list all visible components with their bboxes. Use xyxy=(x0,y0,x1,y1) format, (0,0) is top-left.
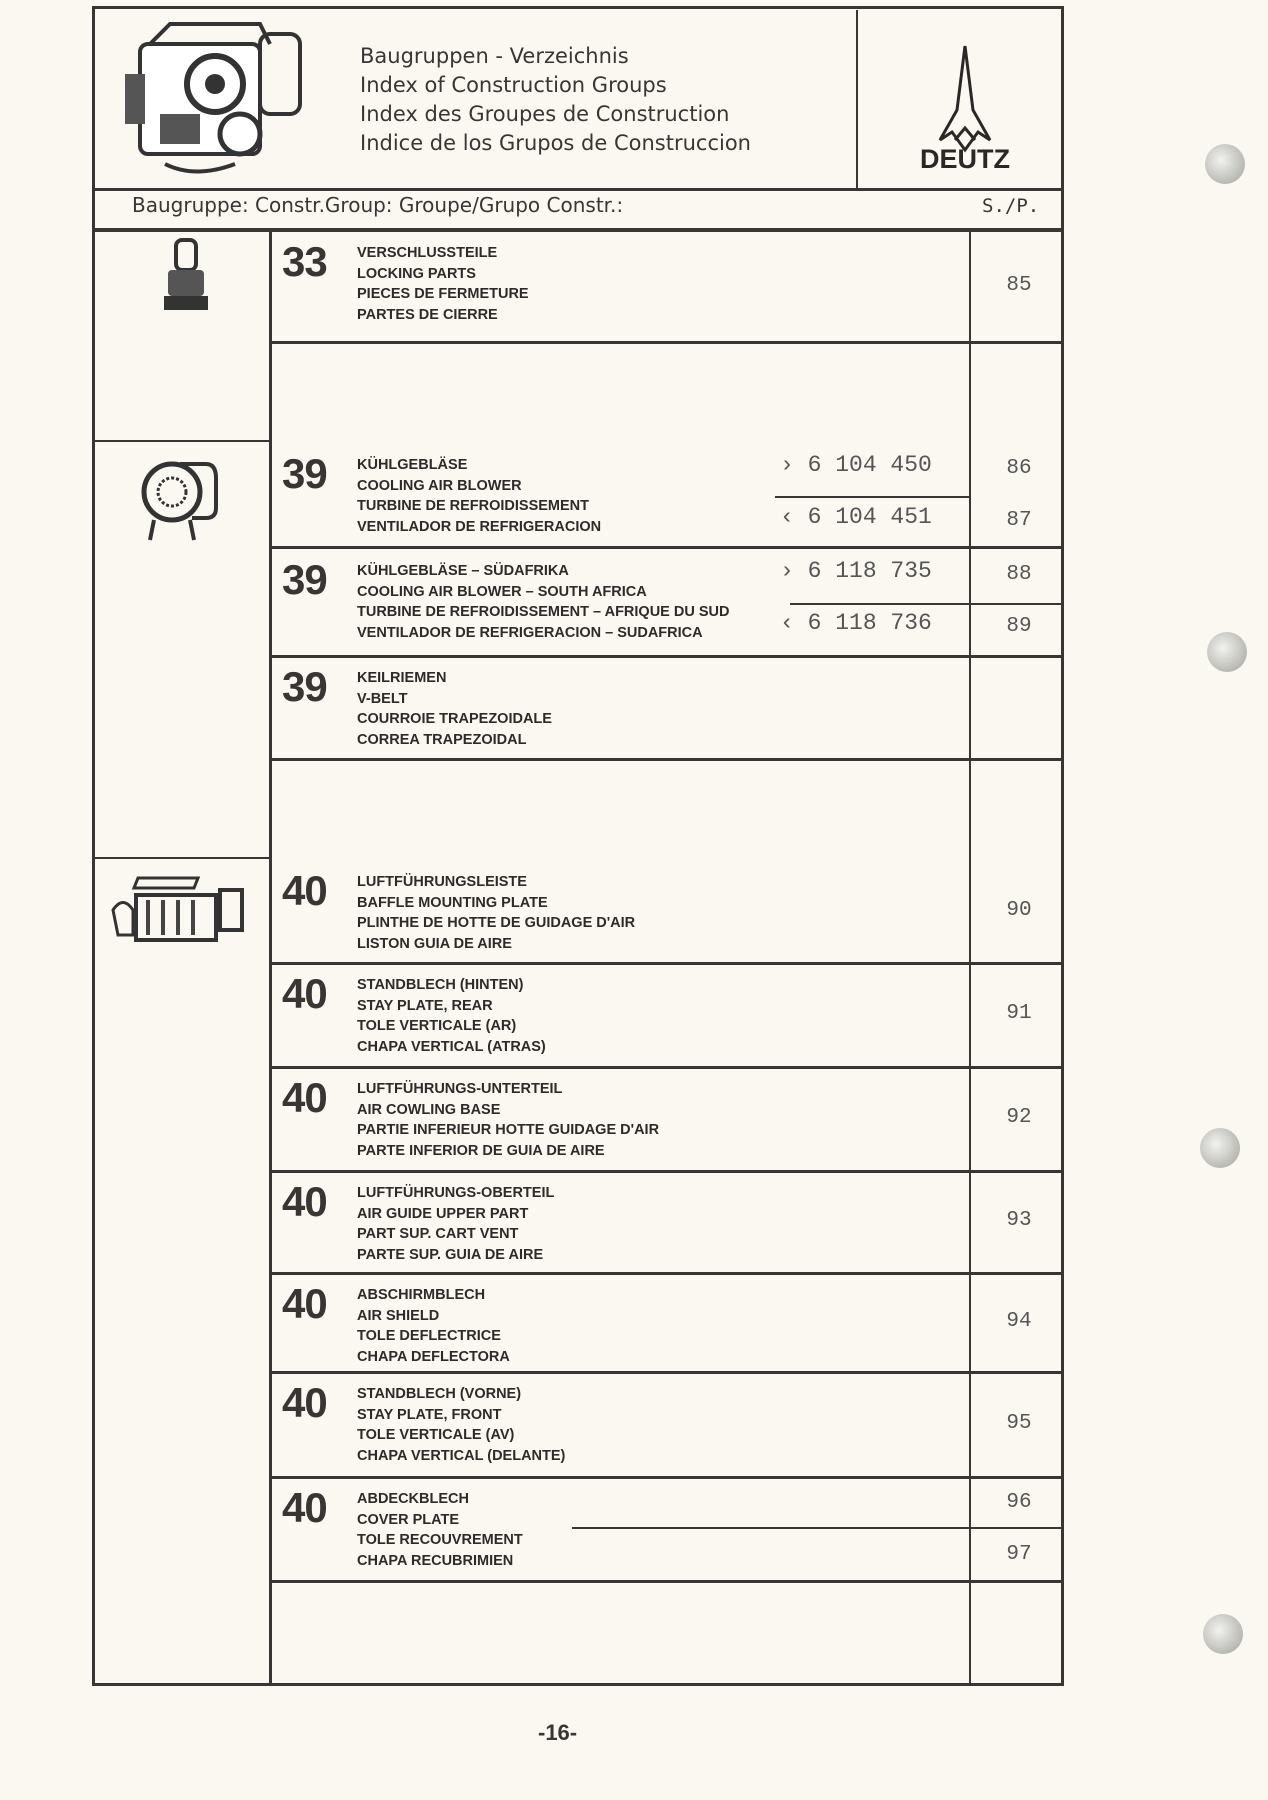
page-reference[interactable]: 97 xyxy=(1006,1543,1032,1566)
description-line: COVER PLATE xyxy=(357,1511,460,1528)
group-number: 40 xyxy=(282,970,327,1017)
description-line: CHAPA VERTICAL (ATRAS) xyxy=(357,1038,546,1055)
rule-line xyxy=(269,962,1064,965)
description-line: COOLING AIR BLOWER xyxy=(357,477,522,494)
description-line: TOLE DEFLECTRICE xyxy=(357,1328,501,1344)
group-description xyxy=(357,1489,523,1571)
description-line: BAFFLE MOUNTING PLATE xyxy=(357,894,548,911)
group-description xyxy=(357,668,552,750)
description-line: STAY PLATE, REAR xyxy=(357,997,493,1014)
description-line: VERSCHLUSSTEILE xyxy=(357,245,498,261)
rule-line xyxy=(269,655,1064,658)
rule-line xyxy=(269,1476,1064,1479)
group-number: 40 xyxy=(282,1379,327,1426)
index-table-frame xyxy=(92,6,1064,1686)
rule-line xyxy=(92,188,1064,191)
cooling-blower-icon xyxy=(140,450,220,545)
rule-line xyxy=(856,10,858,190)
air-guide-parts-icon xyxy=(108,870,253,955)
description-line: VENTILADOR DE REFRIGERACION – SUDAFRICA xyxy=(357,624,703,641)
group-description xyxy=(357,1079,659,1161)
page-reference[interactable]: 85 xyxy=(1006,273,1032,297)
description-line: TURBINE DE REFROIDISSEMENT xyxy=(357,498,590,514)
description-line: PARTIE INFERIEUR HOTTE GUIDAGE D'AIR xyxy=(357,1122,660,1138)
binder-hole xyxy=(1203,1614,1243,1654)
description-line: VENTILADOR DE REFRIGERACION xyxy=(357,518,602,535)
rule-line xyxy=(269,341,1064,344)
group-description xyxy=(357,1183,554,1265)
group-number: 40 xyxy=(282,1074,327,1121)
part-number: ‹ 6 118 736 xyxy=(780,610,932,636)
description-line: STANDBLECH (HINTEN) xyxy=(357,977,524,993)
part-number: ‹ 6 104 451 xyxy=(780,504,932,530)
description-line: STANDBLECH (VORNE) xyxy=(357,1386,522,1402)
group-description xyxy=(357,872,635,954)
description-line: COURROIE TRAPEZOIDALE xyxy=(357,711,552,727)
description-line: KÜHLGEBLÄSE xyxy=(357,457,468,473)
description-line: TOLE VERTICALE (AV) xyxy=(357,1427,515,1443)
page-reference[interactable]: 95 xyxy=(1006,1411,1032,1435)
part-number: › 6 104 450 xyxy=(780,452,932,478)
page-number: -16- xyxy=(538,1720,578,1745)
description-line: PLINTHE DE HOTTE DE GUIDAGE D'AIR xyxy=(357,915,636,931)
header-title-en: Index of Construction Groups xyxy=(360,73,667,97)
group-number: 40 xyxy=(282,1484,327,1531)
group-description xyxy=(357,561,729,643)
page-reference[interactable]: 96 xyxy=(1006,1491,1032,1514)
rule-line xyxy=(92,440,272,442)
group-number: 39 xyxy=(282,450,327,497)
group-description xyxy=(357,1285,510,1367)
description-line: LUFTFÜHRUNGS-UNTERTEIL xyxy=(357,1081,563,1097)
binder-hole xyxy=(1207,632,1247,672)
group-number: 33 xyxy=(282,238,327,285)
header-title-de: Baugruppen - Verzeichnis xyxy=(360,44,629,68)
description-line: AIR COWLING BASE xyxy=(357,1101,501,1118)
description-line: TURBINE DE REFROIDISSEMENT – AFRIQUE DU SUD xyxy=(357,604,730,620)
description-line: CHAPA DEFLECTORA xyxy=(357,1348,510,1365)
rule-line xyxy=(269,546,1064,549)
page-reference[interactable]: 94 xyxy=(1006,1309,1032,1333)
rule-line xyxy=(269,1066,1064,1069)
page-reference[interactable]: 89 xyxy=(1006,615,1032,638)
header-title-fr: Index des Groupes de Construction xyxy=(360,102,730,126)
page-reference[interactable]: 88 xyxy=(1006,563,1032,586)
binder-hole xyxy=(1200,1128,1240,1168)
rule-line xyxy=(269,1170,1064,1173)
deutz-logo-text: DEUTZ xyxy=(920,144,1010,170)
group-description xyxy=(357,1384,565,1466)
description-line: KÜHLGEBLÄSE – SÜDAFRIKA xyxy=(357,563,569,579)
rule-line xyxy=(269,758,1064,761)
description-line: CHAPA VERTICAL (DELANTE) xyxy=(357,1447,566,1464)
description-line: LUFTFÜHRUNGS-OBERTEIL xyxy=(357,1185,555,1201)
rule-line xyxy=(92,857,272,859)
page-reference[interactable]: 93 xyxy=(1006,1209,1032,1232)
group-number: 40 xyxy=(282,867,327,914)
group-description xyxy=(357,975,546,1057)
rule-line xyxy=(269,1272,1064,1275)
description-line: LUFTFÜHRUNGSLEISTE xyxy=(357,874,527,890)
description-line: KEILRIEMEN xyxy=(357,670,447,686)
header-title-es: Indice de los Grupos de Construccion xyxy=(360,131,751,155)
page-reference[interactable]: 86 xyxy=(1006,457,1032,480)
description-line: TOLE VERTICALE (AR) xyxy=(357,1018,517,1034)
description-line: AIR SHIELD xyxy=(357,1307,440,1324)
group-number: 39 xyxy=(282,556,327,603)
deutz-logo xyxy=(880,40,1050,170)
rule-line xyxy=(269,1371,1064,1374)
description-line: AIR GUIDE UPPER PART xyxy=(357,1205,529,1222)
description-line: LISTON GUIA DE AIRE xyxy=(357,935,512,952)
header-titles xyxy=(360,42,751,158)
group-description xyxy=(357,455,601,537)
page-column-label: S./P. xyxy=(982,195,1040,217)
description-line: COOLING AIR BLOWER – SOUTH AFRICA xyxy=(357,583,647,600)
description-line: LOCKING PARTS xyxy=(357,265,476,282)
page-reference[interactable]: 90 xyxy=(1006,898,1032,922)
engine-illustration xyxy=(120,14,320,179)
column-label: Baugruppe: Constr.Group: Groupe/Grupo Constr.: xyxy=(132,193,624,217)
compressor-icon xyxy=(160,236,212,316)
description-line: V-BELT xyxy=(357,690,408,707)
description-line: PARTE SUP. GUIA DE AIRE xyxy=(357,1246,544,1263)
rule-line xyxy=(790,603,1064,605)
description-line: PART SUP. CART VENT xyxy=(357,1226,519,1242)
description-line: CORREA TRAPEZOIDAL xyxy=(357,731,527,748)
group-number: 39 xyxy=(282,663,327,710)
rule-line xyxy=(775,496,969,498)
page-reference[interactable]: 87 xyxy=(1006,509,1032,532)
rule-line xyxy=(269,1580,1064,1583)
description-line: TOLE RECOUVREMENT xyxy=(357,1532,523,1548)
page-reference[interactable]: 92 xyxy=(1006,1106,1032,1129)
description-line: PARTE INFERIOR DE GUIA DE AIRE xyxy=(357,1142,605,1159)
group-description xyxy=(357,243,529,325)
group-number: 40 xyxy=(282,1280,327,1327)
rule-line xyxy=(92,228,1064,232)
group-number: 40 xyxy=(282,1178,327,1225)
rule-line xyxy=(572,1527,1064,1529)
description-line: ABDECKBLECH xyxy=(357,1491,469,1507)
description-line: CHAPA RECUBRIMIEN xyxy=(357,1552,514,1569)
description-line: ABSCHIRMBLECH xyxy=(357,1287,486,1303)
rule-line xyxy=(269,228,272,1686)
description-line: STAY PLATE, FRONT xyxy=(357,1406,502,1423)
binder-hole xyxy=(1205,144,1245,184)
rule-line xyxy=(969,228,971,1686)
description-line: PIECES DE FERMETURE xyxy=(357,286,529,302)
part-number: › 6 118 735 xyxy=(780,558,932,584)
page-reference[interactable]: 91 xyxy=(1006,1002,1032,1025)
description-line: PARTES DE CIERRE xyxy=(357,306,498,323)
